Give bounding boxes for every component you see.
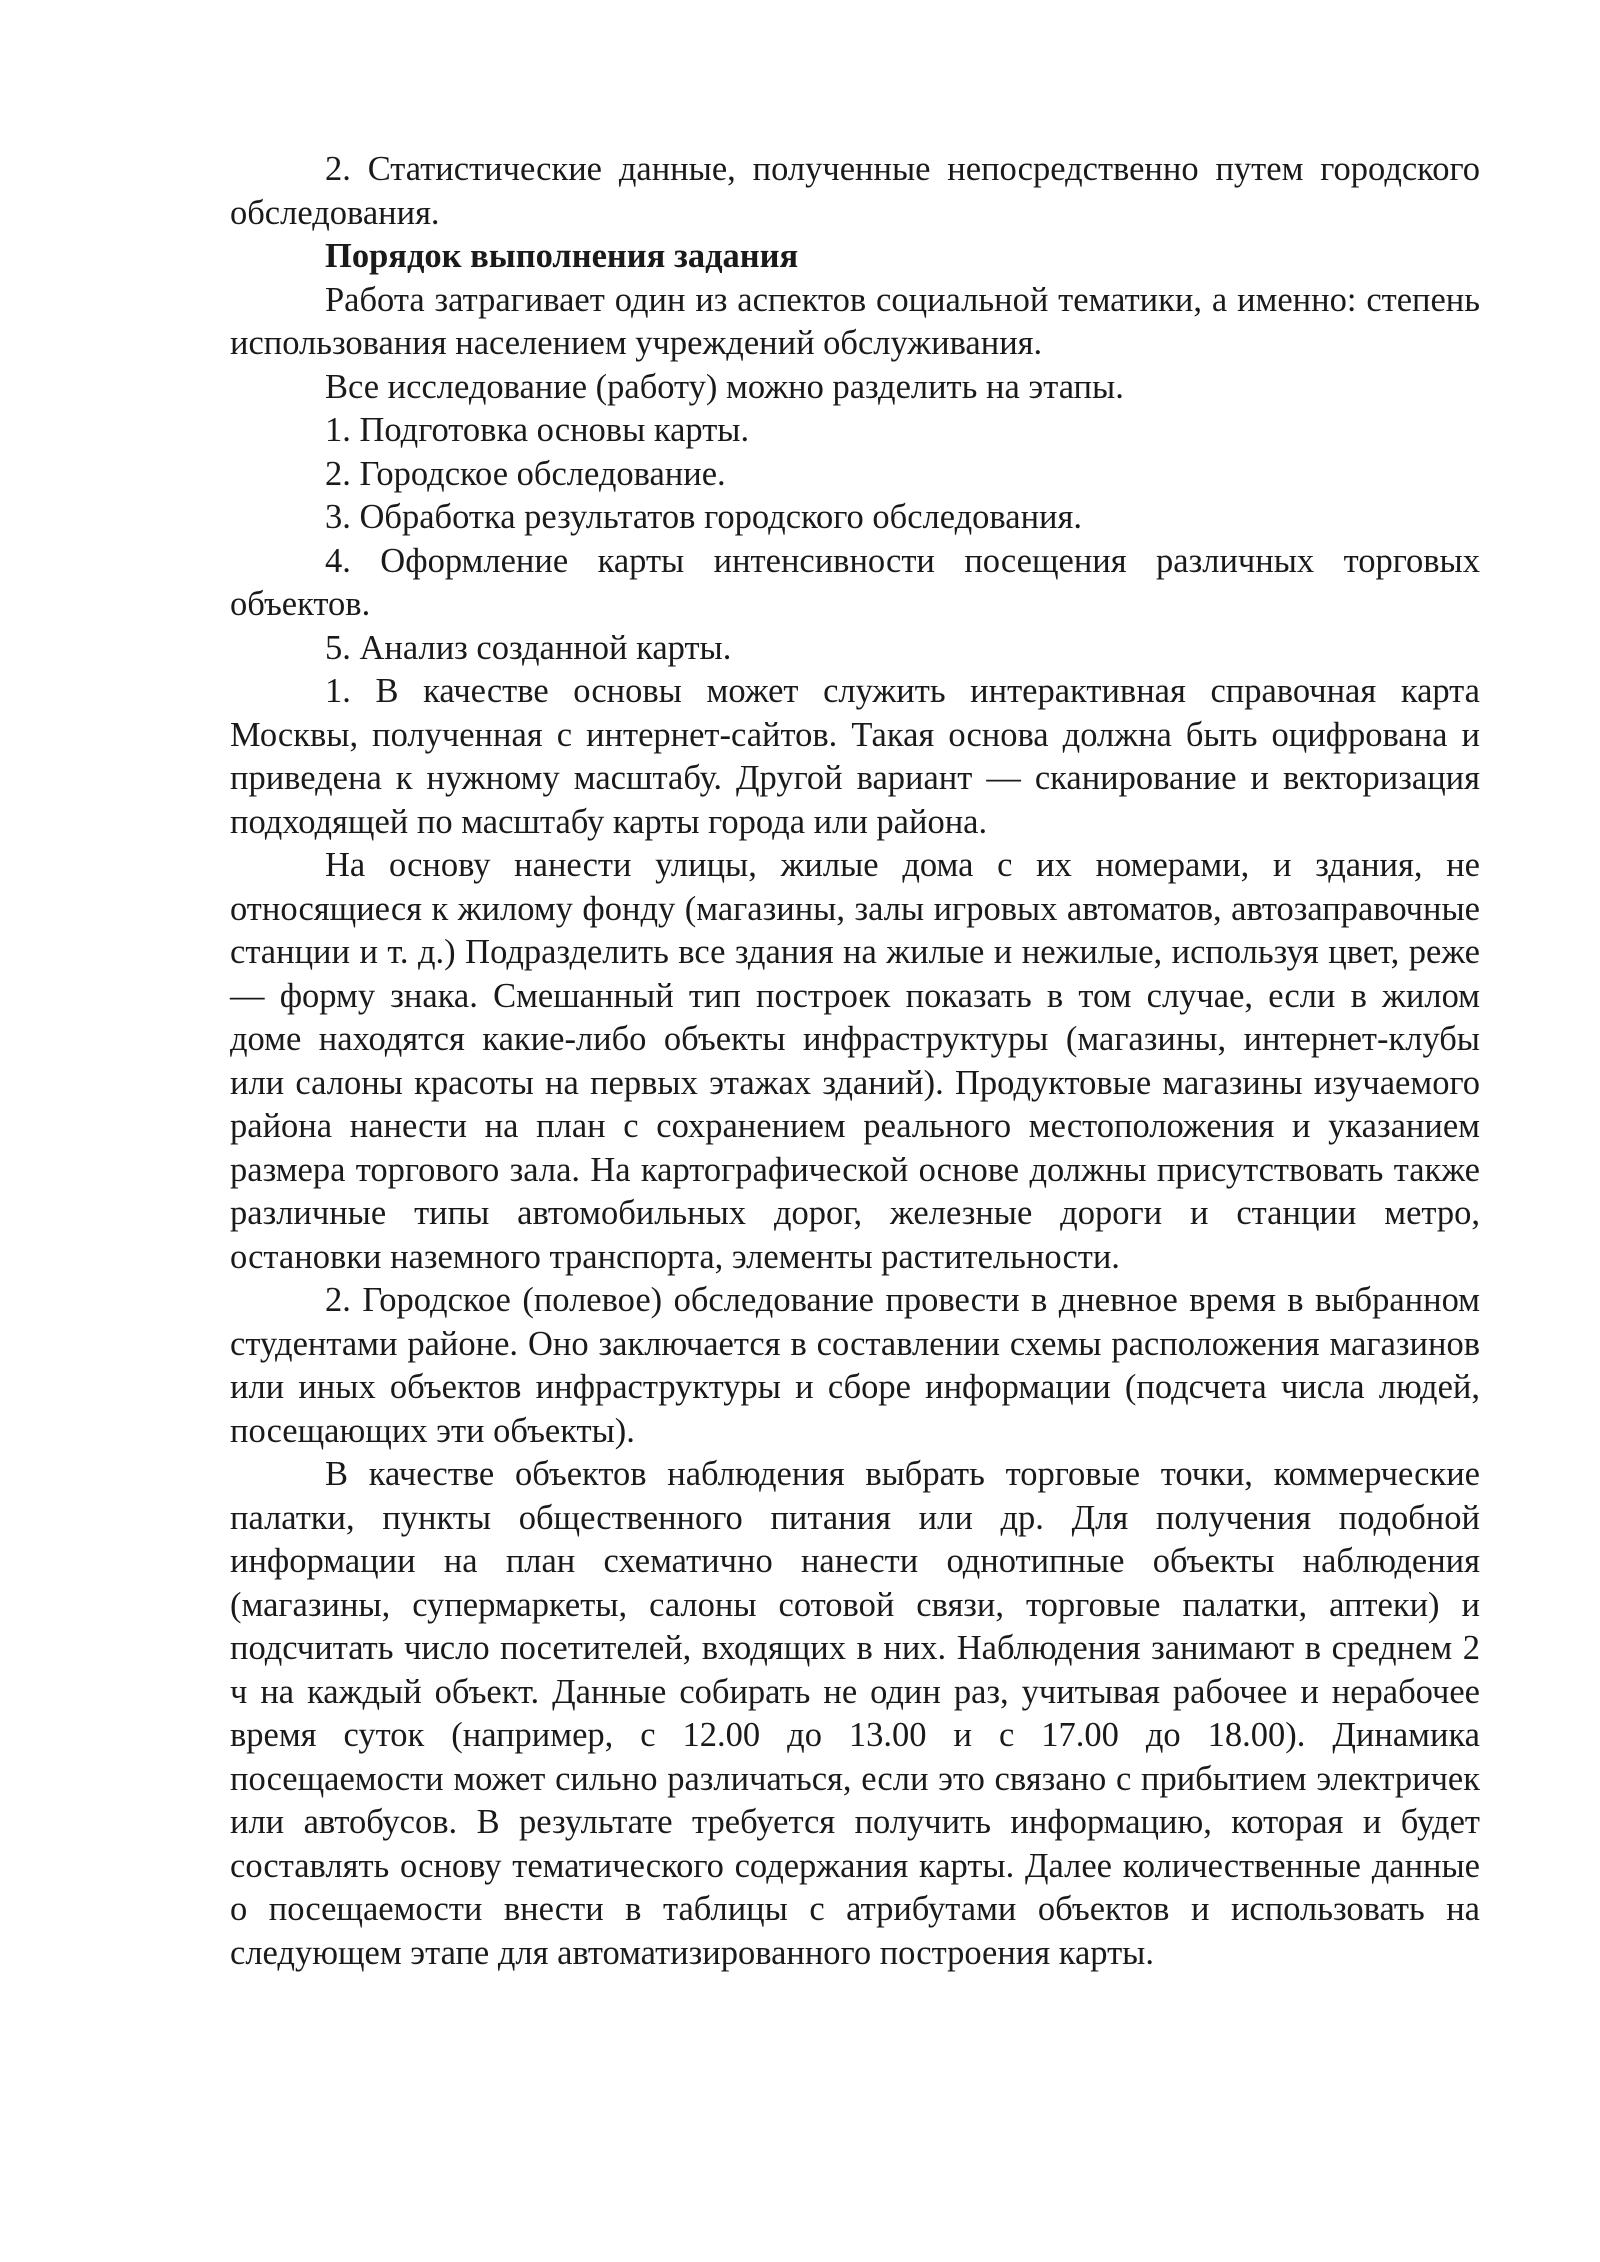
paragraph-map-content: На основу нанести улицы, жилые дома с их номерами, и здания, не относящиеся к жилому фонду (магазины, залы игровых автоматов, автозаправочные станции и т. д.) Подразделить все здания на жилые и нежилые, используя цвет, реже — форму знака. Смешанный тип построек показать в том случае, если в жилом доме находятся какие-либо объекты инфраструктуры (магазины, интернет-клубы или салоны красоты на первых этажах зданий). Продуктовые магазины изучаемого района нанести на план с сохранением реального местоположения и указанием размера торгового зала. На картографической основе должны присутствовать также различные типы автомобильных дорог, железные дороги и станции метро, остановки наземного транспорта, элементы растительности.	[230, 846, 1480, 1276]
paragraph-map-base: 1. В качестве основы может служить интерактивная справочная карта Москвы, полученная с интернет-сайтов. Такая основа должна быть оцифрована и приведена к нужному масштабу. Другой вариант — сканирование и векторизация подходящей по масштабу карты города или района.	[230, 672, 1480, 841]
paragraph-topic: Работа затрагивает один из аспектов социальной тематики, а именно: степень использования населением учреждений обслуживания.	[230, 280, 1480, 362]
list-item-stage-4: 4. Оформление карты интенсивности посещения различных торговых объектов.	[230, 541, 1480, 623]
paragraph-stages-intro: Все исследование (работу) можно разделить на этапы.	[325, 367, 1124, 406]
document-page	[230, 148, 1480, 1975]
paragraph-observation: В качестве объектов наблюдения выбрать торговые точки, коммерческие палатки, пункты общественного питания или др. Для получения подобной информации на план схематично нанести однотипные объекты наблюдения (магазины, супермаркеты, салоны сотовой связи, торговые палатки, аптеки) и подсчитать число посетителей, входящих в них. Наблюдения занимают в среднем 2 ч на каждый объект. Данные собирать не один раз, учитывая рабочее и нерабочее время суток (например, с 12.00 до 13.00 и с 17.00 до 18.00). Динамика посещаемости может сильно различаться, если это связано с прибытием электричек или автобусов. В результате требуется получить информацию, которая и будет составлять основу тематического содержания карты. Далее количественные данные о посещаемости внести в таблицы с атрибутами объектов и использовать на следующем этапе для автоматизированного построения карты.	[230, 1455, 1480, 1972]
paragraph-field-survey: 2. Городское (полевое) обследование провести в дневное время в выбранном студентами районе. Оно заключается в составлении схемы расположения магазинов или иных объектов инфраструктуры и сборе информации (подсчета числа людей, посещающих эти объекты).	[230, 1281, 1480, 1450]
list-item-stage-5: 5. Анализ созданной карты.	[325, 628, 732, 667]
list-item-stage-3: 3. Обработка результатов городского обследования.	[325, 498, 1082, 536]
section-heading: Порядок выполнения задания	[325, 237, 799, 275]
list-item-stage-1: 1. Подготовка основы карты.	[325, 411, 750, 449]
intro-item-paragraph: 2. Статистические данные, полученные непосредственно путем городского обследования.	[230, 150, 1480, 232]
list-item-stage-2: 2. Городское обследование.	[325, 454, 726, 493]
